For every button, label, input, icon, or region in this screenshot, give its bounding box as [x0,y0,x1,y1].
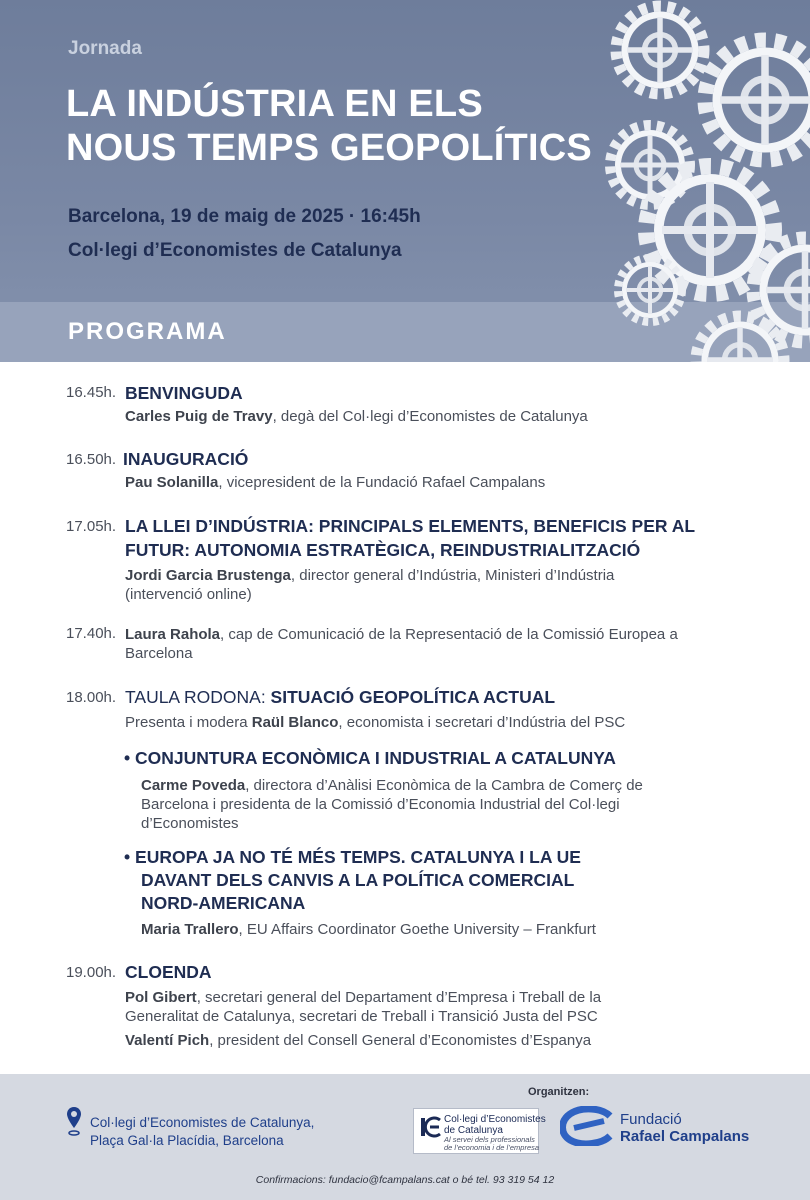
item-speaker: Jordi Garcia Brustenga, director general d’Indústria, Ministeri d’Indústria (intervenció online) [125,567,615,603]
item-title: TAULA RODONA: SITUACIÓ GEOPOLÍTICA ACTUAL [125,687,556,707]
topic-2-title-line-2: DAVANT DELS CANVIS A LA POLÍTICA COMERCIAL [141,870,575,890]
item-speaker-2: Valentí Pich, president del Consell General d’Economistes d’Espanya [125,1032,592,1049]
item-speaker: Laura Rahola, cap de Comunicació de la Representació de la Comissió Europea a Barcelona [125,626,678,662]
item-moderator: Presenta i modera Raül Blanco, economista i secretari d’Indústria del PSC [125,714,626,731]
item-time: 19.00h. [66,964,117,981]
item-title: CLOENDA [125,962,212,982]
organizers-label: Organitzen: [528,1086,590,1098]
frc-logo-mark-icon [560,1106,614,1146]
event-kicker: Jornada [68,38,142,59]
item-time: 18.00h. [66,689,117,706]
item-speaker-1: Pol Gibert, secretari general del Departament d’Empresa i Treball de la Generalitat de Catalunya, secretari de Treball i Transició Justa del PSC [125,989,602,1025]
frc-logo-name-line-1: Fundació [620,1111,682,1128]
location-pin-icon [66,1106,82,1136]
venue-address: Col·legi d’Economistes de Catalunya, Plaça Gal·la Placídia, Barcelona [90,1115,315,1148]
coe-logo [413,1108,546,1154]
item-time: 17.05h. [66,518,117,535]
event-date: Barcelona, 19 de maig de 2025 · 16:45h [68,206,421,227]
topic-2-speaker: Maria Trallero, EU Affairs Coordinator Goethe University – Frankfurt [141,921,596,938]
event-venue: Col·legi d’Economistes de Catalunya [68,240,402,261]
coe-logo-mark-icon [420,1116,442,1138]
program-list [0,362,810,1074]
title-line-1: LA INDÚSTRIA EN ELS [66,83,483,125]
item-title-line-2: FUTUR: AUTONOMIA ESTRATÈGICA, REINDUSTRIALITZACIÓ [125,540,641,560]
footer [0,1074,810,1200]
topic-2-title: • EUROPA JA NO TÉ MÉS TEMPS. CATALUNYA I LA UE [124,847,581,867]
item-title: BENVINGUDA [125,383,243,403]
item-title-line-1: LA LLEI D’INDÚSTRIA: PRINCIPALS ELEMENTS, BENEFICIS PER AL [125,516,696,536]
item-time: 16.45h. [66,384,117,401]
coe-logo-tagline: Al servei dels professionals de l’economia i de l’empresa [444,1135,540,1152]
topic-2-title-line-3: NORD-AMERICANA [141,893,306,913]
item-time: 16.50h. [66,451,117,468]
item-title: INAUGURACIÓ [123,449,249,469]
section-title-programa: PROGRAMA [68,318,227,345]
confirmations-contact: Confirmacions: fundacio@fcampalans.cat o bé tel. 93 319 54 12 [255,1174,555,1186]
page-title [66,82,626,170]
item-speaker: Pau Solanilla, vicepresident de la Fundació Rafael Campalans [125,474,546,491]
coe-logo-name: Col·legi d’Economistes de Catalunya [444,1114,546,1136]
item-speaker: Carles Puig de Travy, degà del Col·legi d’Economistes de Catalunya [125,408,588,425]
gears-illustration [590,0,810,362]
title-line-2: NOUS TEMPS GEOPOLÍTICS [66,127,592,169]
topic-1-title: • CONJUNTURA ECONÒMICA I INDUSTRIAL A CATALUNYA [124,748,616,768]
item-time: 17.40h. [66,625,117,642]
frc-logo-name-line-2: Rafael Campalans [620,1128,750,1145]
header-banner [0,0,810,362]
topic-1-speaker: Carme Poveda, directora d’Anàlisi Econòmica de la Cambra de Comerç de Barcelona i presidenta de la Comissió d’Economia Industrial del Col·legi d’Economistes [141,777,643,832]
